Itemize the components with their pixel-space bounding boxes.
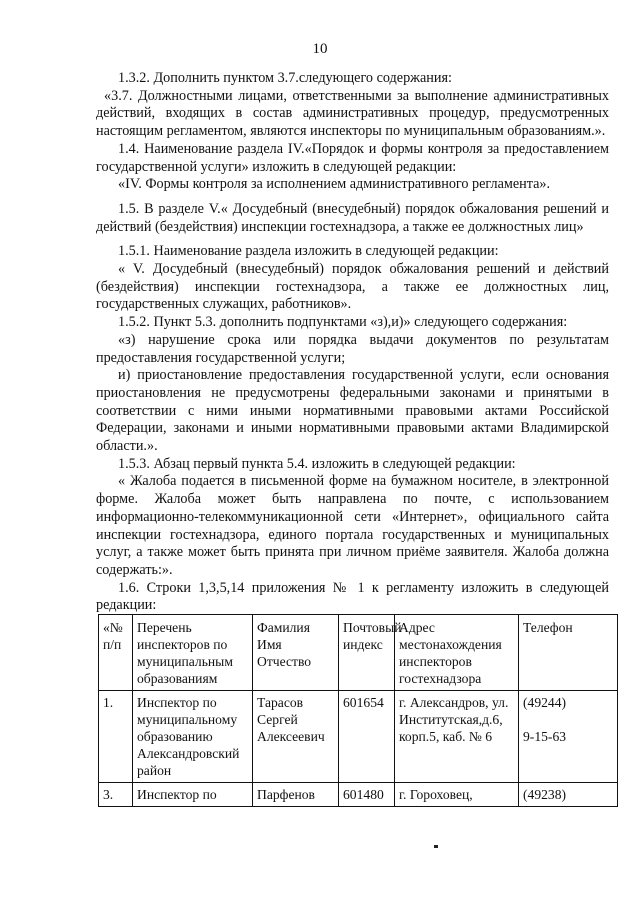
row-phone-code: (49244) — [523, 695, 567, 710]
row-inspector-area: Инспектор по — [133, 783, 253, 807]
paragraph-3-7-quote: «3.7. Должностными лицами, ответственными за выполнение административных действий, входящих в состав административных процедур, предусмотренных настоящим регламентом, являются инспекторы по муниципальным образованиям.». — [96, 87, 609, 140]
inspectors-table — [98, 614, 618, 807]
row-full-name: Парфенов — [253, 783, 339, 807]
row-postal-code: 601480 — [339, 783, 395, 807]
row-phone — [519, 691, 618, 783]
paragraph-subitem-z: «з) нарушение срока или порядка выдачи документов по результатам предоставления государственной услуги; — [96, 331, 609, 366]
row-num: 3. — [99, 783, 133, 807]
table-row — [99, 691, 618, 783]
scan-speck — [434, 845, 438, 848]
paragraph-1-5: 1.5. В разделе V.« Досудебный (внесудебный) порядок обжалования решений и действий (бездействия) инспекции гостехнадзора, а также ее должностных лиц» — [96, 200, 609, 235]
paragraph-1-5-3: 1.5.3. Абзац первый пункта 5.4. изложить в следующей редакции: — [118, 455, 516, 472]
table-row — [99, 783, 618, 807]
paragraph-1-5-2: 1.5.2. Пункт 5.3. дополнить подпунктами «з),и)» следующего содержания: — [118, 314, 568, 331]
header-inspectors-list: Перечень инспекторов по муниципальным образованиям — [133, 615, 253, 691]
paragraph-1-4: 1.4. Наименование раздела IV.«Порядок и формы контроля за предоставлением государственной услуги» изложить в следующей редакции: — [96, 140, 609, 175]
row-address: г. Александров, ул. Институтская,д.6, корп.5, каб. № 6 — [395, 691, 519, 783]
table-header-row — [99, 615, 618, 691]
header-address: Адрес местонахождения инспекторов гостехнадзора — [395, 615, 519, 691]
paragraph-subitem-i: и) приостановление предоставления государственной услуги, если основания приостановления не предусмотрены федеральными законами и принятыми в соответствии с ними иными нормативными правовыми актами Российской Федерации, законами и иными нормативными правовыми актами Владимирской области.». — [96, 367, 609, 455]
header-postal-code: Почтовый индекс — [339, 615, 395, 691]
paragraph-1-3-2: 1.3.2. Дополнить пунктом 3.7.следующего содержания: — [118, 70, 452, 86]
paragraph-section-v-title: « V. Досудебный (внесудебный) порядок обжалования решений и действий (бездействия) инспекции гостехнадзора, а также ее должностных лиц, государственных служащих, работников». — [96, 261, 609, 313]
document-body — [96, 70, 609, 615]
paragraph-1-5-1: 1.5.1. Наименование раздела изложить в следующей редакции: — [118, 243, 499, 260]
header-num: «№ п/п — [99, 615, 133, 691]
paragraph-section-iv-title: «IV. Формы контроля за исполнением административного регламента». — [118, 176, 551, 193]
row-address: г. Гороховец, — [395, 783, 519, 807]
row-inspector-area: Инспектор по муниципальному образованию Александровский район — [133, 691, 253, 783]
row-postal-code: 601654 — [339, 691, 395, 783]
paragraph-complaint-text: « Жалоба подается в письменной форме на бумажном носителе, в электронной форме. Жалоба может быть направлена по почте, с использованием информационно-телекоммуникационной сети «Интернет», официального сайта инспекции гостехнадзора, единого портала государственных и муниципальных услуг, а также может быть принята при личном приёме заявителя. Жалоба должна содержать:». — [96, 473, 609, 578]
header-full-name: Фамилия Имя Отчество — [253, 615, 339, 691]
row-full-name: Тарасов Сергей Алексеевич — [253, 691, 339, 783]
header-phone: Телефон — [519, 615, 618, 691]
paragraph-1-6: 1.6. Строки 1,3,5,14 приложения № 1 к регламенту изложить в следующей редакции: — [96, 579, 609, 614]
row-phone: (49238) — [519, 783, 618, 807]
row-num: 1. — [99, 691, 133, 783]
row-phone-number: 9-15-63 — [523, 729, 567, 744]
page-number: 10 — [312, 41, 328, 57]
